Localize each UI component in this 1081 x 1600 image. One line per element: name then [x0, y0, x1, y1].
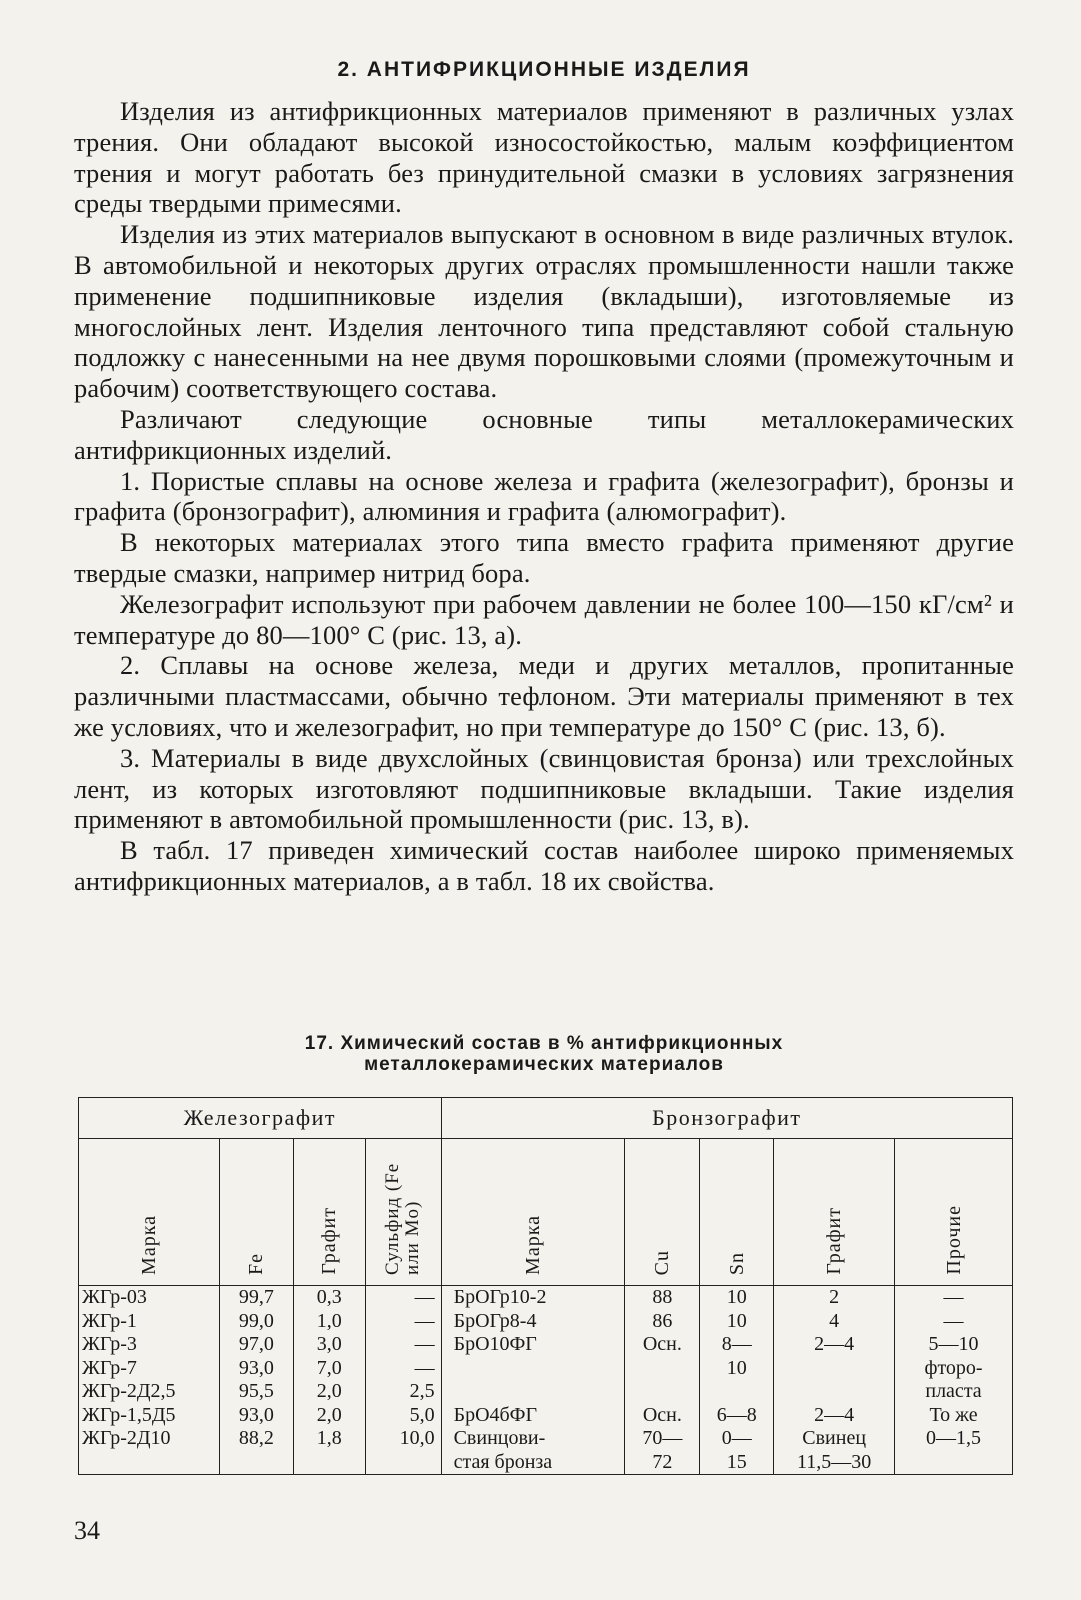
paragraph: Железографит используют при рабочем давлении не более 100—150 кГ/см² и температуре до 80—100° С (рис. 13, а).	[74, 588, 1014, 650]
body-text	[74, 96, 1014, 897]
col-header: Sn	[700, 1139, 774, 1286]
cell-bronze-graphite: 2 4 2—4 2—4 Свинец 11,5—30	[774, 1286, 895, 1475]
col-header: Марка	[79, 1139, 220, 1286]
paragraph: Изделия из антифрикционных материалов применяют в различных узлах трения. Они обладают высокой износостойкостью, малым коэффициентом трения и могут работать без принудительной смазки в условиях загрязнения среды твердыми примесями.	[74, 96, 1014, 219]
table-body-row	[79, 1286, 1013, 1475]
cell-sn: 10 10 8— 10 6—8 0— 15	[700, 1286, 774, 1475]
table-column-header-row	[79, 1139, 1013, 1286]
paragraph: 1. Пористые сплавы на основе железа и графита (железографит), бронзы и графита (бронзографит), алюминия и графита (алюмографит).	[74, 465, 1014, 527]
paragraph: В табл. 17 приведен химический состав наиболее широко применяемых антифрикционных материалов, а в табл. 18 их свойства.	[74, 835, 1014, 896]
table-group-header-row	[79, 1098, 1013, 1139]
cell-bronze-grade: БрОГр10-2 БрОГр8-4 БрО10ФГ БрО4бФГ Свинцови- стая бронза	[441, 1286, 625, 1475]
col-header: Fe	[219, 1139, 293, 1286]
page-number: 34	[74, 1516, 100, 1545]
col-header: Cu	[625, 1139, 700, 1286]
paragraph: Изделия из этих материалов выпускают в основном в виде различных втулок. В автомобильной и некоторых других отраслях промышленности нашли также применение подшипниковые изделия (вкладыши), изготовляемые из многослойных лент. Изделия ленточного типа представляют собой стальную подложку с нанесенными на нее двумя порошковыми слоями (промежуточным и рабочим) соответствующего состава.	[74, 219, 1014, 404]
col-header: Графит	[774, 1139, 895, 1286]
section-title: 2. АНТИФРИКЦИОННЫЕ ИЗДЕЛИЯ	[337, 58, 751, 81]
paragraph: В некоторых материалах этого типа вместо графита применяют другие твердые смазки, например нитрид бора.	[74, 527, 1014, 588]
group-bronze-graphite: Бронзографит	[441, 1098, 1012, 1139]
col-header: Графит	[293, 1139, 365, 1286]
col-header: Марка	[441, 1139, 625, 1286]
cell-sulfide: — — — — 2,5 5,0 10,0	[365, 1286, 441, 1475]
table-caption	[74, 1033, 1014, 1075]
col-header: Сульфид (Fe или Mo)	[365, 1139, 441, 1286]
paragraph: 2. Сплавы на основе железа, меди и других металлов, пропитанные различными пластмассами, обычно тефлоном. Эти материалы применяют в тех же условиях, что и железографит, но при температуре до 150° С (рис. 13, б).	[74, 650, 1014, 742]
cell-iron-grade: ЖГр-03 ЖГр-1 ЖГр-3 ЖГр-7 ЖГр-2Д2,5 ЖГр-1,5Д5 ЖГр-2Д10	[79, 1286, 220, 1475]
group-iron-graphite: Железографит	[79, 1098, 442, 1139]
paragraph: Различают следующие основные типы металлокерамических антифрикционных изделий.	[74, 403, 1014, 465]
table-caption-line: 17. Химический состав в % антифрикционных	[304, 1033, 784, 1054]
composition-table	[78, 1097, 1013, 1475]
table-caption-line: металлокерамических материалов	[364, 1054, 724, 1075]
cell-other: — — 5—10 фторо- пласта То же 0—1,5	[895, 1286, 1013, 1475]
cell-fe: 99,7 99,0 97,0 93,0 95,5 93,0 88,2	[219, 1286, 293, 1475]
cell-iron-graphite: 0,3 1,0 3,0 7,0 2,0 2,0 1,8	[293, 1286, 365, 1475]
col-header: Прочие	[895, 1139, 1013, 1286]
cell-cu: 88 86 Осн. Осн. 70— 72	[625, 1286, 700, 1475]
paragraph: 3. Материалы в виде двухслойных (свинцовистая бронза) или трехслойных лент, из которых изготовляют подшипниковые вкладыши. Такие изделия применяют в автомобильной промышленности (рис. 13, в).	[74, 742, 1014, 835]
